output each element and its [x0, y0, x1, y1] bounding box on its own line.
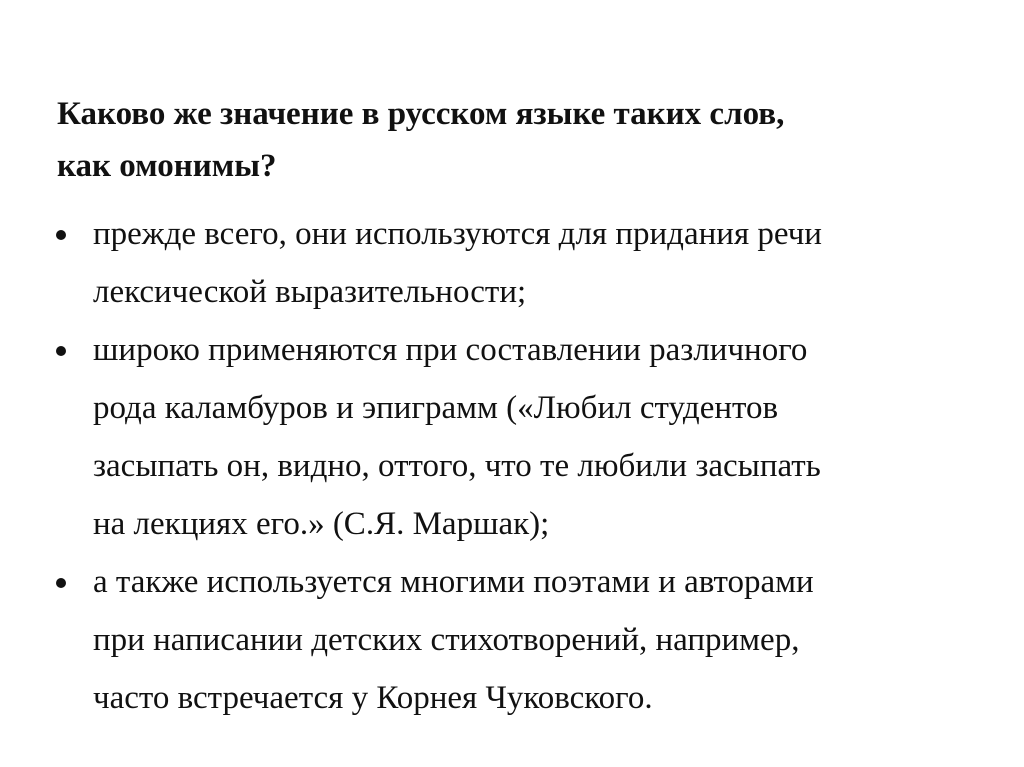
bullet-dot-icon	[56, 578, 66, 588]
bullet-line: часто встречается у Корнея Чуковского.	[93, 680, 653, 716]
bullet-item	[50, 205, 990, 321]
slide-heading	[57, 88, 977, 192]
heading-line: как омонимы?	[57, 148, 277, 184]
bullet-line: рода каламбуров и эпиграмм («Любил студентов	[93, 390, 779, 426]
bullet-line: а также используется многими поэтами и авторами	[93, 564, 814, 600]
bullet-line: широко применяются при составлении различного	[93, 332, 808, 368]
bullet-list	[50, 205, 990, 727]
bullet-item	[50, 321, 990, 553]
bullet-dot-icon	[56, 230, 66, 240]
bullet-line: лексической выразительности;	[93, 274, 527, 310]
bullet-dot-icon	[56, 346, 66, 356]
bullet-line: засыпать он, видно, оттого, что те любили засыпать	[93, 448, 821, 484]
bullet-line: прежде всего, они используются для придания речи	[93, 216, 822, 252]
bullet-line: при написании детских стихотворений, например,	[93, 622, 800, 658]
heading-line: Каково же значение в русском языке таких слов,	[57, 96, 785, 132]
bullet-item	[50, 553, 990, 727]
bullet-line: на лекциях его.» (С.Я. Маршак);	[93, 506, 550, 542]
